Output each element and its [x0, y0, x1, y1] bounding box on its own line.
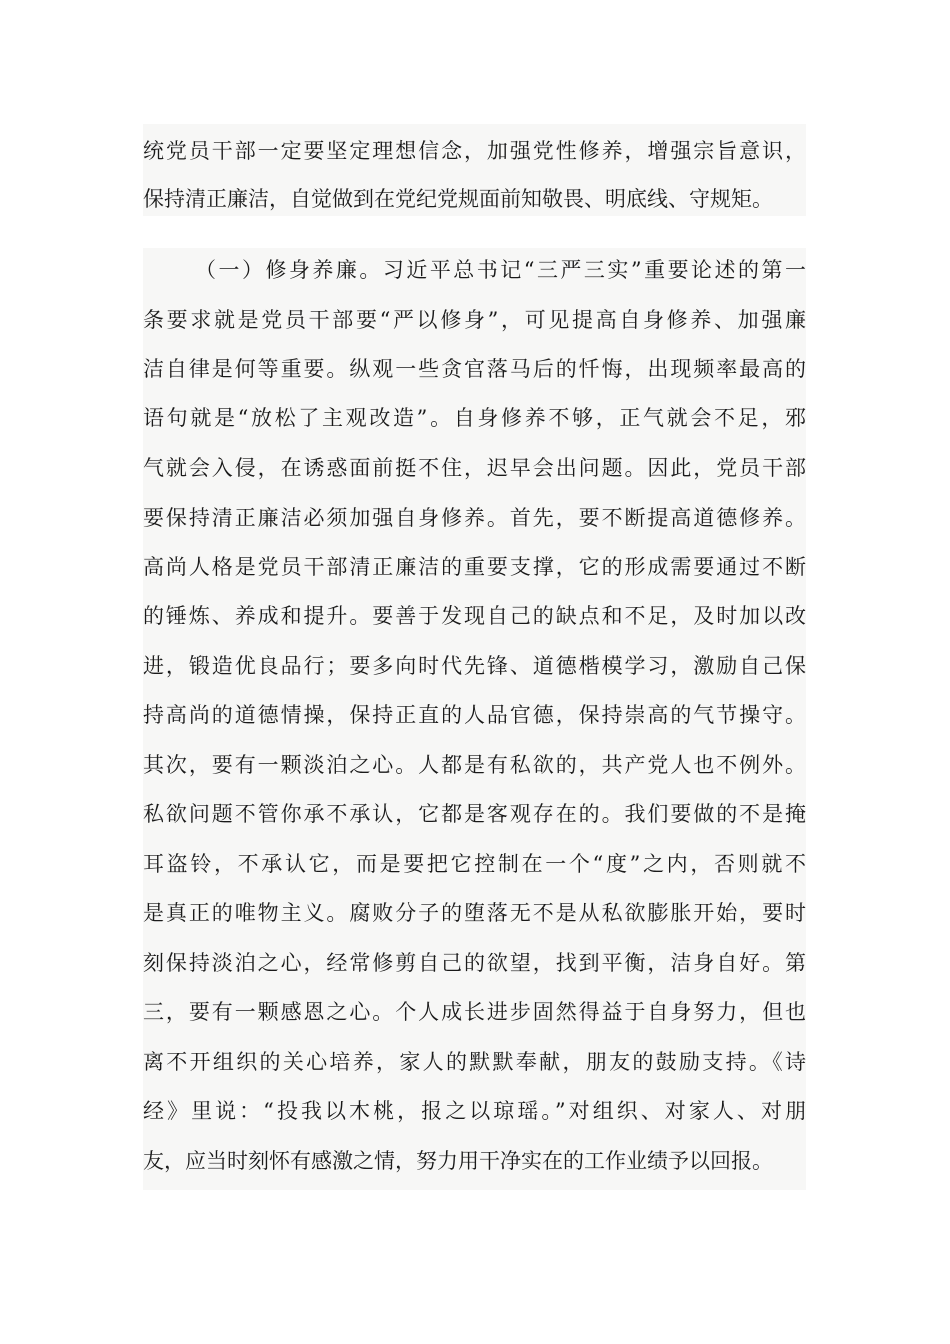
text-line: 气就会入侵，在诱惑面前挺不住，迟早会出问题。因此，党员干部 [143, 456, 806, 480]
text-line: 离不开组织的关心培养，家人的默默奉献，朋友的鼓励支持。《诗 [143, 1050, 806, 1074]
text-line: 持高尚的道德情操，保持正直的人品官德，保持崇高的气节操守。 [143, 703, 806, 727]
text-line: 耳盗铃，不承认它，而是要把它控制在一个“度”之内，否则就不 [143, 852, 806, 876]
text-line: （一）修身养廉。习近平总书记“三严三实”重要论述的第一 [195, 258, 806, 282]
paragraph-continuation [143, 124, 806, 216]
text-line: 私欲问题不管你承不承认，它都是客观存在的。我们要做的不是掩 [143, 802, 806, 826]
text-line: 统党员干部一定要坚定理想信念，加强党性修养，增强宗旨意识， [143, 139, 806, 163]
text-line: 经》里说：“投我以木桃，报之以琼瑶。”对组织、对家人、对朋 [143, 1099, 806, 1123]
text-line: 进，锻造优良品行；要多向时代先锋、道德楷模学习，激励自己保 [143, 654, 806, 678]
text-line: 其次，要有一颗淡泊之心。人都是有私欲的，共产党人也不例外。 [143, 753, 806, 777]
text-line: 语句就是“放松了主观改造”。自身修养不够，正气就会不足，邪 [143, 406, 806, 430]
text-line: 刻保持淡泊之心，经常修剪自己的欲望，找到平衡，洁身自好。第 [143, 951, 806, 975]
text-line: 保持清正廉洁，自觉做到在党纪党规面前知敬畏、明底线、守规矩。 [143, 187, 773, 211]
text-line: 三，要有一颗感恩之心。个人成长进步固然得益于自身努力，但也 [143, 1000, 806, 1024]
text-line: 是真正的唯物主义。腐败分子的堕落无不是从私欲膨胀开始，要时 [143, 901, 806, 925]
text-line: 要保持清正廉洁必须加强自身修养。首先，要不断提高道德修养。 [143, 506, 806, 530]
paragraph-self-cultivation [143, 248, 806, 1190]
text-line: 条要求就是党员干部要“严以修身”，可见提高自身修养、加强廉 [143, 308, 806, 332]
text-line: 洁自律是何等重要。纵观一些贪官落马后的忏悔，出现频率最高的 [143, 357, 806, 381]
text-line: 高尚人格是党员干部清正廉洁的重要支撑，它的形成需要通过不断 [143, 555, 806, 579]
text-line: 的锤炼、养成和提升。要善于发现自己的缺点和不足，及时加以改 [143, 604, 806, 628]
text-line: 友，应当时刻怀有感激之情，努力用干净实在的工作业绩予以回报。 [143, 1149, 773, 1173]
